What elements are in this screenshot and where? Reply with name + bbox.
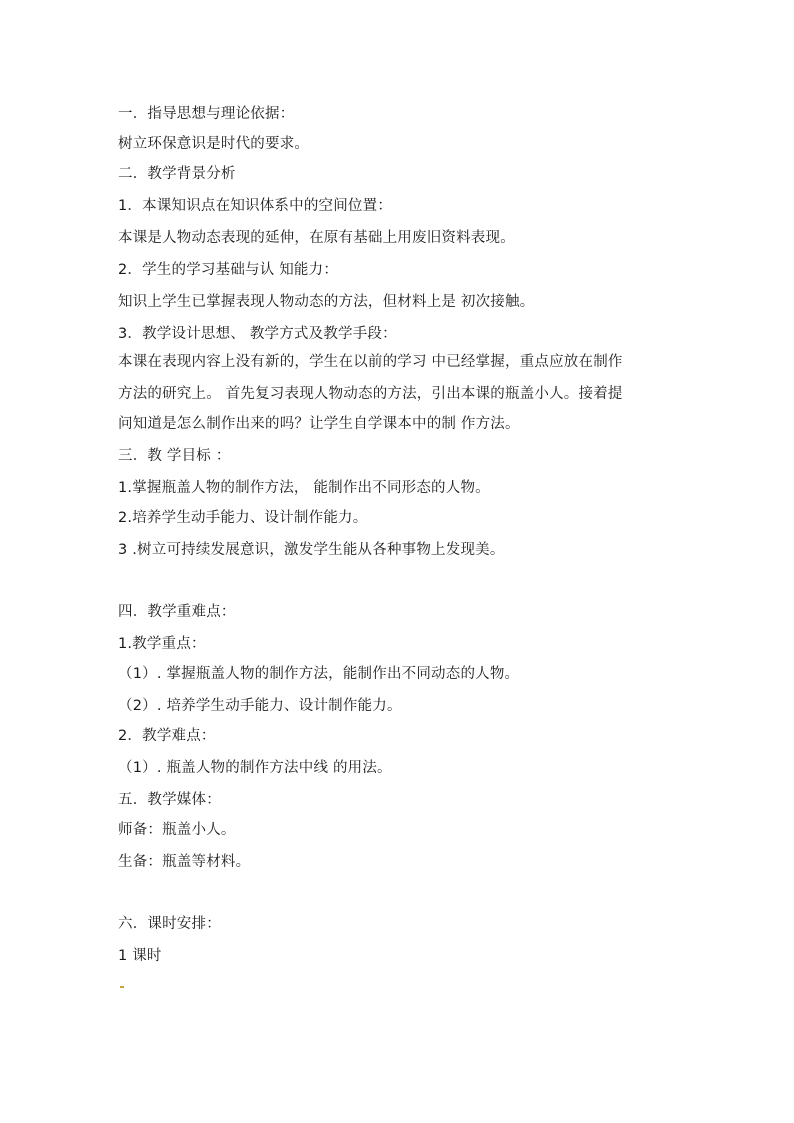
- subheading-line: 1.教学重点：: [118, 636, 206, 652]
- paragraph-line: 问知道是怎么制作出来的吗？让学生自学课本中的制 作方法。: [118, 416, 520, 432]
- subheading-line: 2．教学难点：: [118, 728, 216, 744]
- paragraph-line: 本课是人物动态表现的延伸，在原有基础上用废旧资料表现。: [118, 230, 515, 246]
- heading-guiding-thought: 一．指导思想与理论依据：: [118, 106, 295, 122]
- subheading-line: 3．教学设计思想、 教学方式及教学手段：: [118, 326, 397, 342]
- paragraph-line: 树立环保意识是时代的要求。: [118, 136, 310, 152]
- paragraph-line: 师备：瓶盖小人。: [118, 822, 236, 838]
- paragraph-line: 知识上学生已掌握表现人物动态的方法，但材料上是 初次接触。: [118, 294, 535, 310]
- heading-schedule: 六．课时安排：: [118, 916, 221, 932]
- heading-background-analysis: 二．教学背景分析: [118, 166, 236, 182]
- paragraph-line: 方法的研究上。 首先复习表现人物动态的方法，引出本课的瓶盖小人。接着提: [118, 386, 623, 402]
- list-item: （1）. 掌握瓶盖人物的制作方法，能制作出不同动态的人物。: [118, 666, 520, 682]
- list-item: （1）. 瓶盖人物的制作方法中线 的用法。: [118, 760, 392, 776]
- list-item: 2.培养学生动手能力、设计制作能力。: [118, 510, 368, 526]
- subheading-line: 2．学生的学习基础与认 知能力：: [118, 262, 339, 278]
- heading-teaching-media: 五．教学媒体：: [118, 792, 221, 808]
- small-mark: [120, 986, 124, 988]
- list-item: （2）. 培养学生动手能力、设计制作能力。: [118, 698, 402, 714]
- heading-key-points: 四．教学重难点：: [118, 604, 236, 620]
- subheading-line: 1．本课知识点在知识体系中的空间位置：: [118, 198, 393, 214]
- paragraph-line: 本课在表现内容上没有新的，学生在以前的学习 中已经掌握，重点应放在制作: [118, 354, 623, 370]
- list-item: 3 .树立可持续发展意识，激发学生能从各种事物上发现美。: [118, 542, 505, 558]
- list-item: 1.掌握瓶盖人物的制作方法， 能制作出不同形态的人物。: [118, 480, 490, 496]
- heading-teaching-goals: 三．教 学目标 ：: [118, 448, 231, 464]
- paragraph-line: 生备：瓶盖等材料。: [118, 854, 251, 870]
- paragraph-line: 1 课时: [118, 948, 162, 964]
